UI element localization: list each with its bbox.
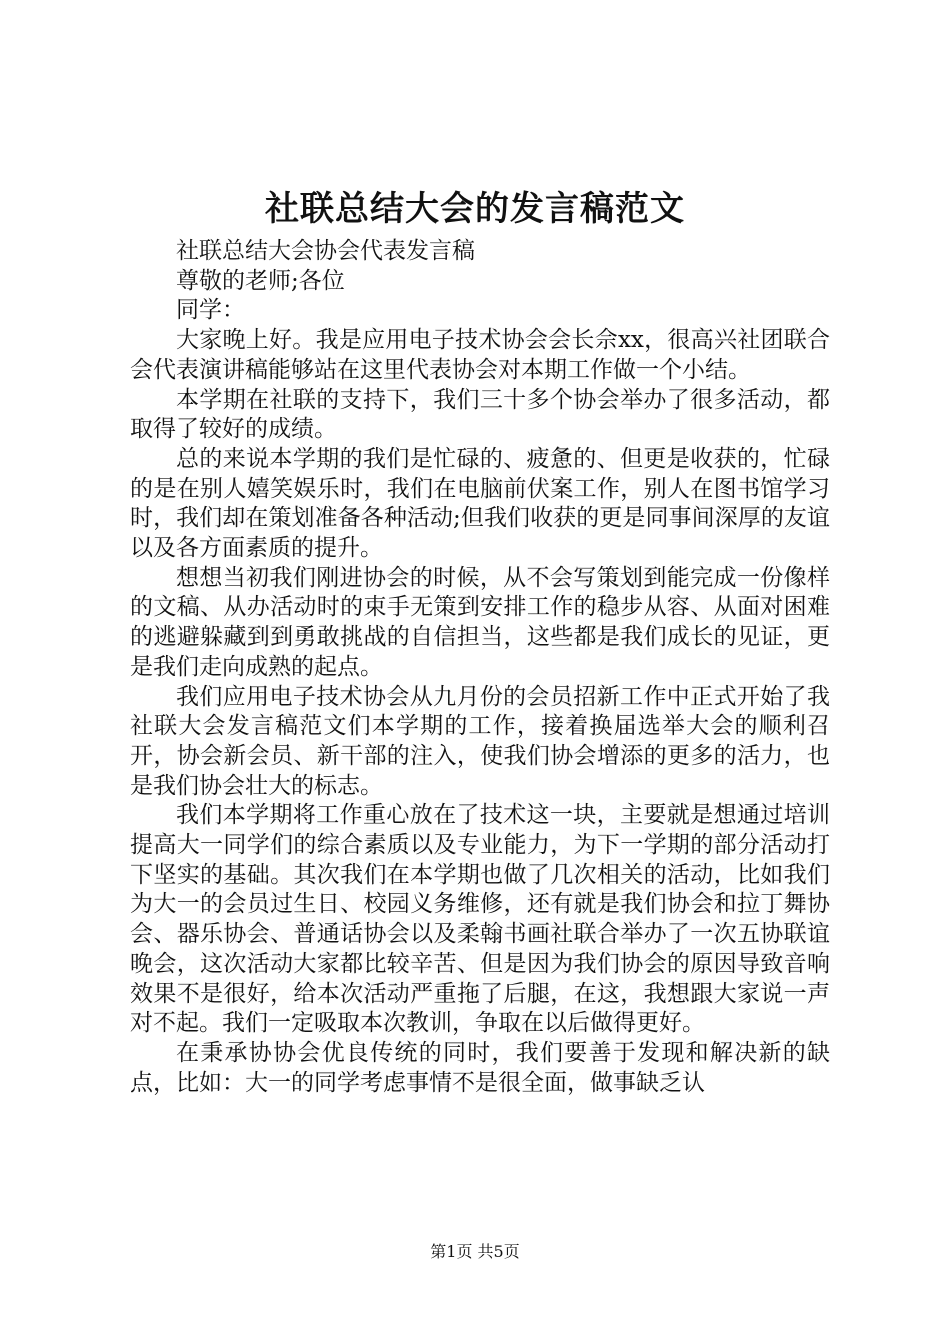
paragraph: 想想当初我们刚进协会的时候，从不会写策划到能完成一份像样的文稿、从办活动时的束手无策到安排工作的稳步从容、从面对困难的逃避躲藏到到勇敢挑战的自信担当，这些都是我们成长的见证，更是我们走向成熟的起点。 [130, 564, 830, 680]
page-footer: 第1页 共5页 [430, 1242, 520, 1261]
paragraph-salutation: 尊敬的老师;各位 [176, 267, 345, 294]
paragraph-subtitle: 社联总结大会协会代表发言稿 [176, 238, 475, 264]
paragraph: 在秉承协协会优良传统的同时，我们要善于发现和解决新的缺点，比如：大一的同学考虑事情不是很全面，做事缺乏认 [130, 1039, 830, 1096]
document-body [130, 237, 830, 1098]
paragraph: 我们应用电子技术协会从九月份的会员招新工作中正式开始了我社联大会发言稿范文们本学期的工作，接着换届选举大会的顺利召开，协会新会员、新干部的注入，使我们协会增添的更多的活力，也是我们协会壮大的标志。 [130, 683, 830, 799]
document-title: 社联总结大会的发言稿范文 [265, 189, 685, 229]
paragraph-salutation-cont: 同学： [176, 297, 245, 324]
paragraph: 我们本学期将工作重心放在了技术这一块，主要就是想通过培训提高大一同学们的综合素质以及专业能力，为下一学期的部分活动打下坚实的基础。其次我们在本学期也做了几次相关的活动，比如我们为大一的会员过生日、校园义务维修，还有就是我们协会和拉丁舞协会、器乐协会、普通话协会以及柔翰书画社联合举办了一次五协联谊晚会，这次活动大家都比较辛苦、但是因为我们协会的原因导致音响效果不是很好，给本次活动严重拖了后腿，在这，我想跟大家说一声对不起。我们一定吸取本次教训，争取在以后做得更好。 [130, 802, 830, 1037]
paragraph: 总的来说本学期的我们是忙碌的、疲惫的、但更是收获的，忙碌的是在别人嬉笑娱乐时，我们在电脑前伏案工作，别人在图书馆学习时，我们却在策划准备各种活动;但我们收获的更是同事间深厚的友谊以及各方面素质的提升。 [130, 445, 830, 562]
paragraph: 大家晚上好。我是应用电子技术协会会长佘xx，很高兴社团联合会代表演讲稿能够站在这里代表协会对本期工作做一个小结。 [130, 327, 830, 383]
paragraph: 本学期在社联的支持下，我们三十多个协会举办了很多活动，都取得了较好的成绩。 [130, 386, 830, 443]
